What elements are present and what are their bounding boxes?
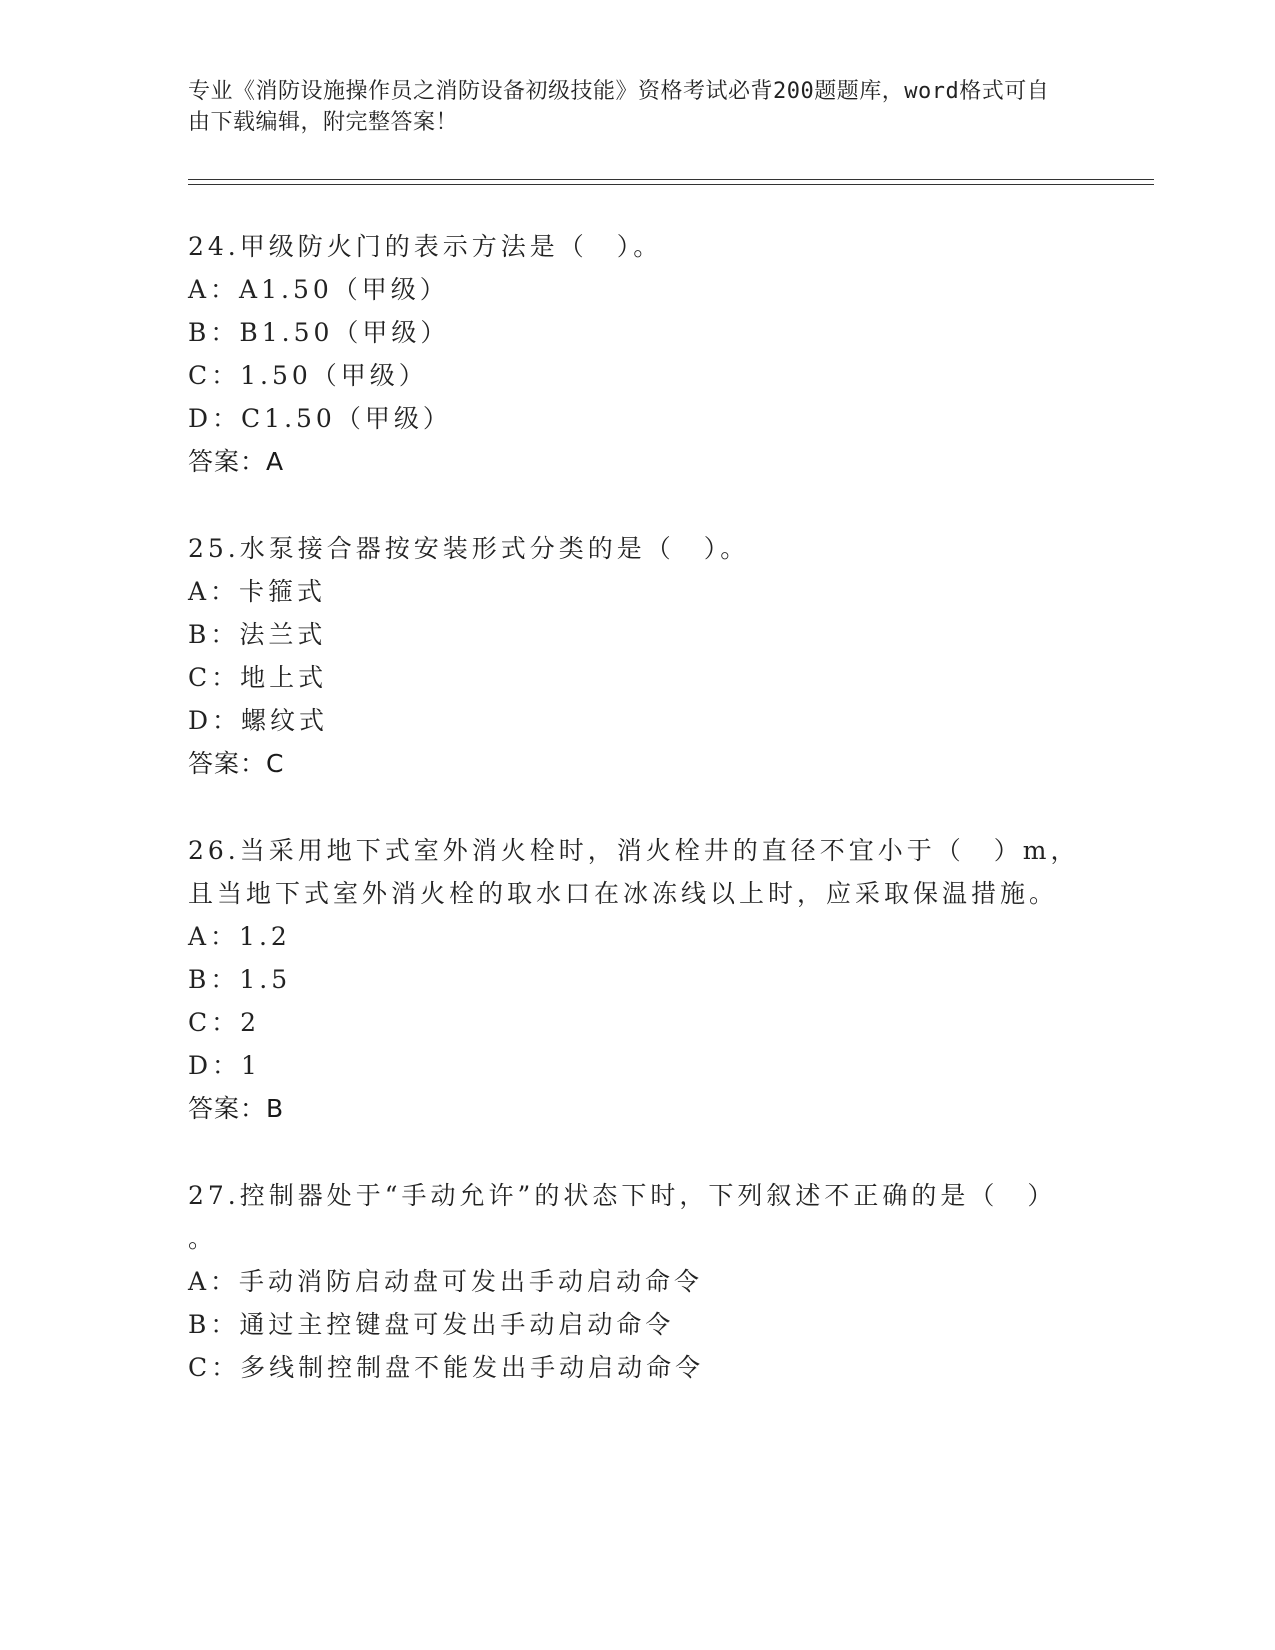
question-26-stem-line-1: 26.当采用地下式室外消火栓时，消火栓井的直径不宜小于（ ）m， — [188, 836, 1080, 865]
question-24-option-d: D：C1.50（甲级） — [188, 404, 452, 433]
question-26-option-a: A：1.2 — [188, 922, 291, 951]
question-27-option-c: C：多线制控制盘不能发出手动启动命令 — [188, 1353, 705, 1382]
question-24-answer: 答案：A — [188, 447, 285, 476]
question-25-answer: 答案：C — [188, 749, 285, 778]
question-25-option-a: A：卡箍式 — [188, 577, 327, 606]
question-26-answer: 答案：B — [188, 1094, 285, 1123]
question-27-stem-line-1: 27.控制器处于“手动允许”的状态下时，下列叙述不正确的是（ ） — [188, 1181, 1057, 1210]
header-divider-bottom — [188, 184, 1154, 185]
question-26-option-c: C：2 — [188, 1008, 261, 1037]
question-25-option-c: C：地上式 — [188, 663, 328, 692]
question-24-stem: 24.甲级防火门的表示方法是（ ）。 — [188, 232, 663, 261]
question-27-option-a: A：手动消防启动盘可发出手动启动命令 — [188, 1267, 704, 1296]
question-26-option-d: D：1 — [188, 1051, 261, 1080]
question-25-option-b: B：法兰式 — [188, 620, 327, 649]
question-26-stem-line-2: 且当地下式室外消火栓的取水口在冰冻线以上时，应采取保温措施。 — [188, 879, 1059, 908]
question-27-option-b: B：通过主控键盘可发出手动启动命令 — [188, 1310, 675, 1339]
question-24-option-c: C：1.50（甲级） — [188, 361, 428, 390]
document-header: 专业《消防设施操作员之消防设备初级技能》资格考试必背200题题库，word格式可自由下载编辑，附完整答案！ — [188, 79, 1050, 135]
question-24-option-b: B：B1.50（甲级） — [188, 318, 450, 347]
question-24-option-a: A：A1.50（甲级） — [188, 275, 449, 304]
header-divider-top — [188, 179, 1154, 180]
question-25-stem: 25.水泵接合器按安装形式分类的是（ ）。 — [188, 534, 750, 563]
question-27-stem-line-2: 。 — [188, 1224, 218, 1253]
question-25-option-d: D：螺纹式 — [188, 706, 329, 735]
question-26-option-b: B：1.5 — [188, 965, 292, 994]
